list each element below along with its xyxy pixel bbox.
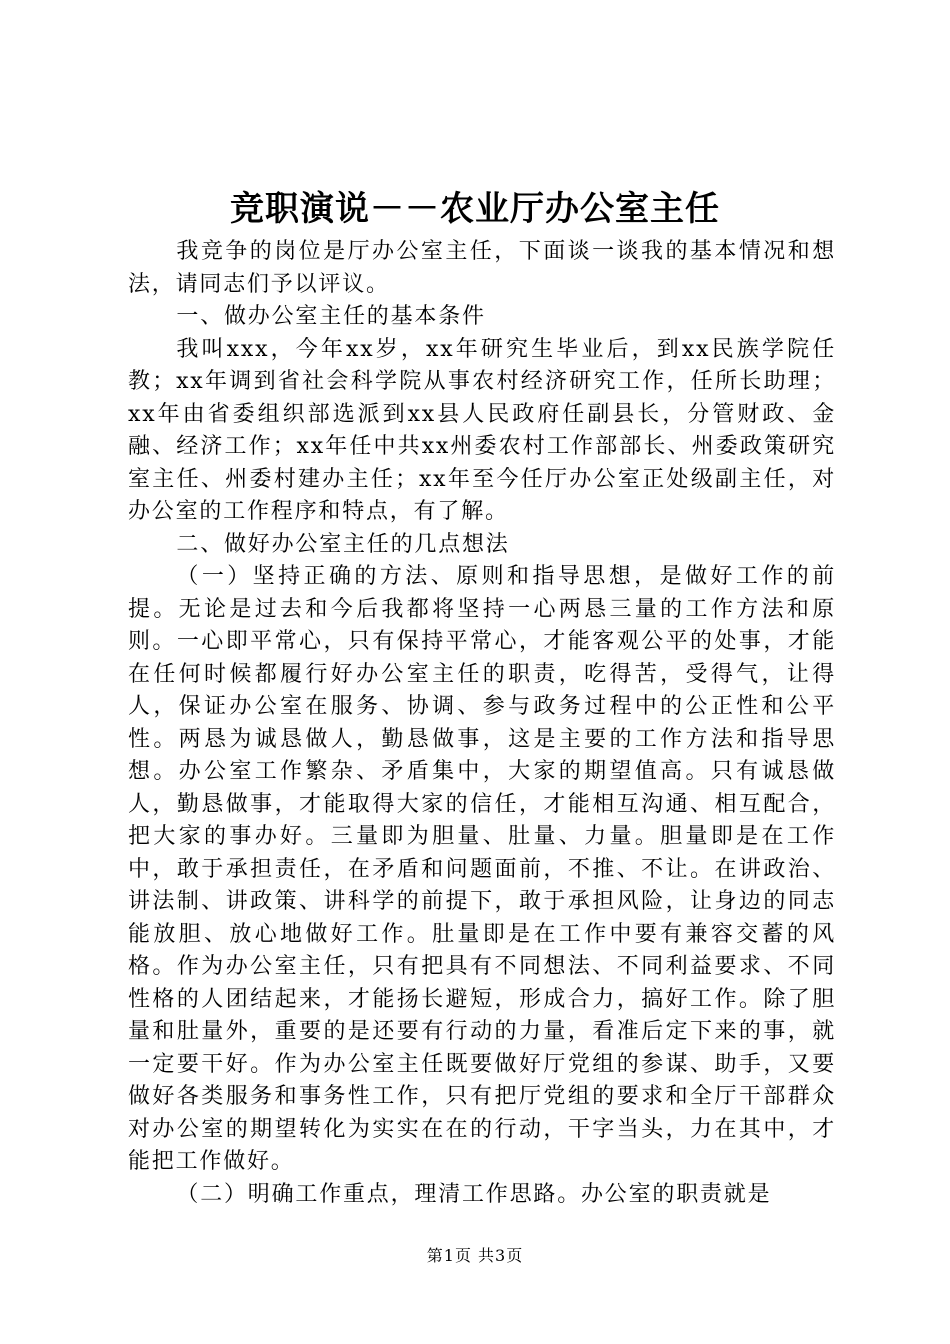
intro-paragraph: 我竞争的岗位是厅办公室主任，下面谈一谈我的基本情况和想法，请同志们予以评议。 (128, 239, 836, 297)
section-heading-2: 二、做好办公室主任的几点想法 (176, 531, 510, 557)
section-heading-1: 一、做办公室主任的基本条件 (176, 304, 486, 329)
document-body (128, 236, 836, 1211)
focus-paragraph: （二）明确工作重点，理清工作思路。办公室的职责就是 (176, 1181, 772, 1207)
background-paragraph: 我叫xxx，今年xx岁，xx年研究生毕业后，到xx民族学院任教；xx年调到省社会科学院从事农村经济研究工作，任所长助理；xx年由省委组织部选派到xx县人民政府任副县长，分管财政、金融、经济工作；xx年任中共xx州委农村工作部部长、州委政策研究室主任、州委村建办主任；xx年至今任厅办公室正处级副主任，对办公室的工作程序和特点，有了解。 (128, 336, 836, 524)
document-title: 竞职演说－－农业厅办公室主任 (230, 189, 720, 229)
method-paragraph: （一）坚持正确的方法、原则和指导思想，是做好工作的前提。无论是过去和今后我都将坚持一心两恳三量的工作方法和原则。一心即平常心，只有保持平常心，才能客观公平的处事，才能在任何时候都履行好办公室主任的职责，吃得苦，受得气，让得人，保证办公室在服务、协调、参与政务过程中的公正性和公平性。两恳为诚恳做人，勤恳做事，这是主要的工作方法和指导思想。办公室工作繁杂、矛盾集中，大家的期望值高。只有诚恳做人，勤恳做事，才能取得大家的信任，才能相互沟通、相互配合，把大家的事办好。三量即为胆量、肚量、力量。胆量即是在工作中，敢于承担责任，在矛盾和问题面前，不推、不让。在讲政治、讲法制、讲政策、讲科学的前提下，敢于承担风险，让身边的同志能放胆、放心地做好工作。肚量即是在工作中要有兼容交蓄的风格。作为办公室主任，只有把具有不同想法、不同利益要求、不同性格的人团结起来，才能扬长避短，形成合力，搞好工作。除了胆量和肚量外，重要的是还要有行动的力量，看准后定下来的事，就一定要干好。作为办公室主任既要做好厅党组的参谋、助手，又要做好各类服务和事务性工作，只有把厅党组的要求和全厅干部群众对办公室的期望转化为实实在在的行动，干字当头，力在其中，才能把工作做好。 (128, 564, 836, 1174)
page-number-footer: 第1页 共3页 (426, 1246, 524, 1265)
